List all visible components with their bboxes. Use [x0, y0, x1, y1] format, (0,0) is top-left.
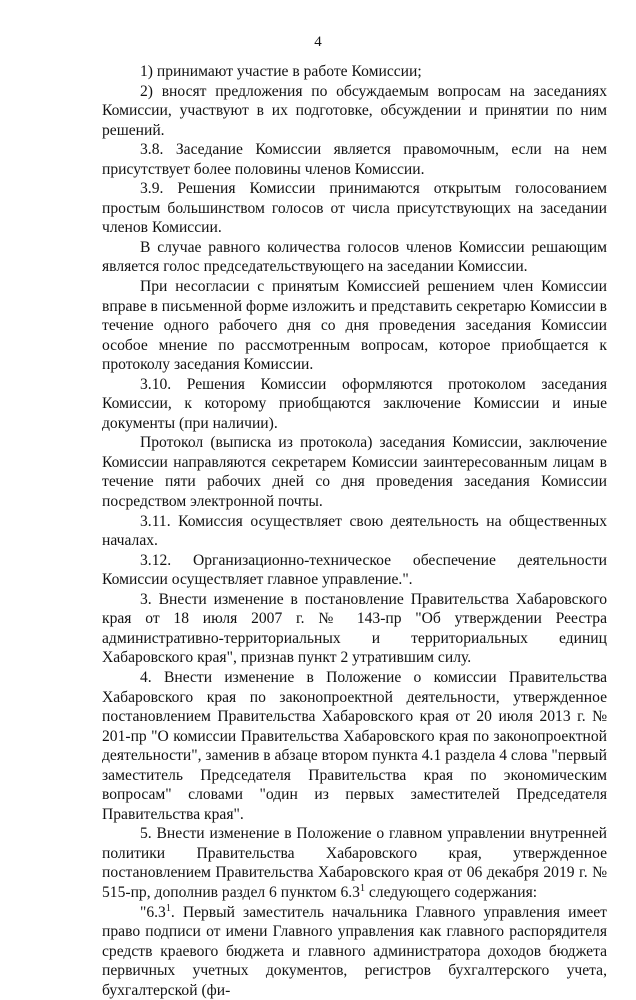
- paragraph-item-5-tail: следующего содержания:: [364, 883, 538, 901]
- paragraph-6-3-1-tail: . Первый заместитель начальника Главного управления имеет право подписи от имени Главного управления как главного распорядителя средств краевого бюджета и главного администратора доходов бюджета первичных учетных документов, регистров бухгалтерского учета, бухгалтерской (фи-: [102, 903, 607, 999]
- paragraph-item-5: [102, 824, 607, 902]
- paragraph-item-4: 4. Внести изменение в Положение о комиссии Правительства Хабаровского края по законопроектной деятельности, утвержденное постановлением Правительства Хабаровского края от 20 июля 2013 г. № 201-пр "О комиссии Правительства Хабаровского края по законопроектной деятельности", заменив в абзаце втором пункта 4.1 раздела 4 слова "первый заместитель Председателя Правительства края по экономическим вопросам" словами "один из первых заместителей Председателя Правительства края".: [102, 668, 607, 823]
- paragraph-6-3-1: [102, 903, 607, 1000]
- paragraph-2: 2) вносят предложения по обсуждаемым вопросам на заседаниях Комиссии, участвуют в их подготовке, обсуждении и принятии по ним решений.: [102, 82, 607, 139]
- paragraph-3-11: 3.11. Комиссия осуществляет свою деятельность на общественных началах.: [102, 512, 607, 550]
- superscript-1: 1: [165, 902, 171, 914]
- paragraph-3-12: 3.12. Организационно-техническое обеспечение деятельности Комиссии осуществляет главное управление.".: [102, 551, 607, 589]
- paragraph-3-8: 3.8. Заседание Комиссии является правомочным, если на нем присутствует более половины членов Комиссии.: [102, 141, 607, 178]
- page-number: 4: [314, 34, 322, 50]
- paragraph-tie-vote: В случае равного количества голосов членов Комиссии решающим является голос председательствующего на заседании Комиссии.: [102, 238, 607, 276]
- paragraph-dissent: При несогласии с принятым Комиссией решением член Комиссии вправе в письменной форме изложить и представить секретарю Комиссии в течение одного рабочего дня со дня проведения заседания Комиссии особое мнение по рассмотренным вопросам, которое приобщается к протоколу заседания Комиссии.: [102, 278, 607, 374]
- paragraph-6-3-1-text: "6.3: [140, 903, 166, 921]
- document-body: [102, 62, 607, 1000]
- paragraph-1: 1) принимают участие в работе Комиссии;: [140, 63, 422, 80]
- superscript-1: 1: [359, 882, 365, 894]
- paragraph-item-3: 3. Внести изменение в постановление Правительства Хабаровского края от 18 июля 2007 г. № 143-пр "Об утверждении Реестра административно-территориальных и территориальных единиц Хабаровского края", признав пункт 2 утратившим силу.: [102, 590, 607, 667]
- paragraph-protocol: Протокол (выписка из протокола) заседания Комиссии, заключение Комиссии направляются секретарем Комиссии заинтересованным лицам в течение пяти рабочих дней со дня проведения заседания Комиссии посредством электронной почты.: [102, 434, 607, 511]
- paragraph-3-10: 3.10. Решения Комиссии оформляются протоколом заседания Комиссии, к которому приобщаются заключение Комиссии и иные документы (при наличии).: [102, 375, 607, 432]
- paragraph-item-5-text: 5. Внести изменение в Положение о главном управлении внутренней политики Правительства Хабаровского края, утвержденное постановлением Правительства Хабаровского края от 06 декабря 2019 г. № 515-пр, дополнив раздел 6 пунктом 6.3: [102, 825, 607, 901]
- paragraph-3-9: 3.9. Решения Комиссии принимаются открытым голосованием простым большинством голосов от числа присутствующих на заседании членов Комиссии.: [102, 180, 607, 237]
